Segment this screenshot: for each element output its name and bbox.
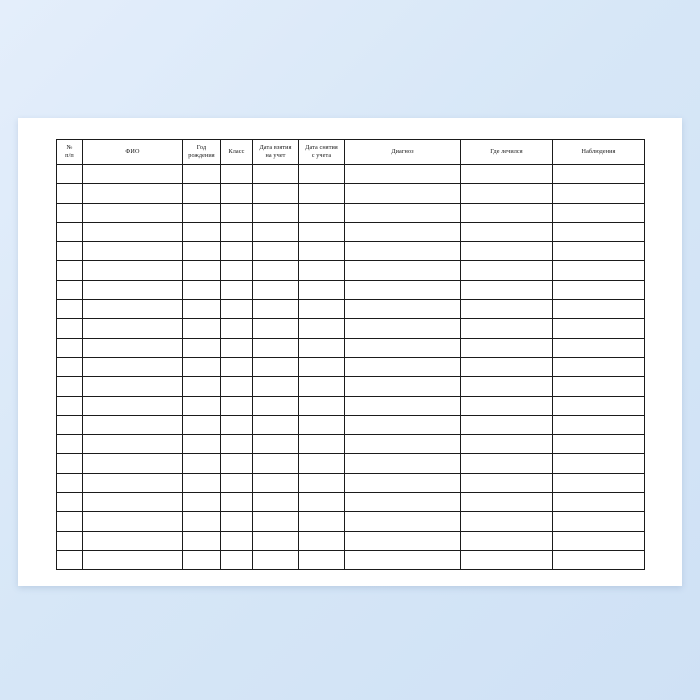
table-cell-notes[interactable]	[553, 184, 645, 203]
table-cell-year[interactable]	[183, 165, 221, 184]
table-cell-date_out[interactable]	[299, 377, 345, 396]
table-cell-date_in[interactable]	[253, 338, 299, 357]
table-row	[57, 319, 645, 338]
table-row	[57, 222, 645, 241]
column-header-number-line1: №	[66, 144, 73, 152]
table-cell-class[interactable]	[221, 280, 253, 299]
table-cell-treated[interactable]	[461, 377, 553, 396]
table-row	[57, 512, 645, 531]
table-cell-fio[interactable]	[83, 396, 183, 415]
table-cell-date_in[interactable]	[253, 473, 299, 492]
table-cell-treated[interactable]	[461, 280, 553, 299]
table-cell-treated[interactable]	[461, 531, 553, 550]
paper-sheet	[18, 118, 682, 586]
table-row	[57, 261, 645, 280]
table-cell-num[interactable]	[57, 473, 83, 492]
table-cell-year[interactable]	[183, 338, 221, 357]
column-header-date-removed-line2: с учета	[311, 152, 332, 159]
table-cell-treated[interactable]	[461, 300, 553, 319]
table-cell-diagnosis[interactable]	[345, 300, 461, 319]
table-cell-num[interactable]	[57, 319, 83, 338]
table-cell-year[interactable]	[183, 357, 221, 376]
table-cell-num[interactable]	[57, 242, 83, 261]
table-row	[57, 242, 645, 261]
table-cell-class[interactable]	[221, 396, 253, 415]
table-cell-diagnosis[interactable]	[345, 435, 461, 454]
table-cell-date_in[interactable]	[253, 357, 299, 376]
table-cell-date_in[interactable]	[253, 184, 299, 203]
table-cell-date_out[interactable]	[299, 319, 345, 338]
table-cell-notes[interactable]	[553, 473, 645, 492]
table-row	[57, 338, 645, 357]
table-row	[57, 473, 645, 492]
table-cell-class[interactable]	[221, 261, 253, 280]
table-cell-class[interactable]	[221, 222, 253, 241]
table-cell-fio[interactable]	[83, 300, 183, 319]
table-cell-date_in[interactable]	[253, 377, 299, 396]
table-cell-date_out[interactable]	[299, 222, 345, 241]
table-cell-class[interactable]	[221, 415, 253, 434]
table-cell-notes[interactable]	[553, 493, 645, 512]
column-header-treated-where	[461, 140, 553, 165]
table-cell-notes[interactable]	[553, 261, 645, 280]
table-cell-treated[interactable]	[461, 165, 553, 184]
table-cell-num[interactable]	[57, 357, 83, 376]
header-row	[57, 140, 645, 165]
table-cell-fio[interactable]	[83, 280, 183, 299]
table-cell-date_out[interactable]	[299, 261, 345, 280]
table-cell-fio[interactable]	[83, 377, 183, 396]
column-header-date-registered-line2: на учет	[265, 152, 286, 159]
table-cell-fio[interactable]	[83, 338, 183, 357]
table-cell-date_in[interactable]	[253, 415, 299, 434]
table-cell-class[interactable]	[221, 300, 253, 319]
table-cell-date_in[interactable]	[253, 319, 299, 338]
table-cell-treated[interactable]	[461, 261, 553, 280]
table-cell-date_out[interactable]	[299, 300, 345, 319]
table-cell-date_out[interactable]	[299, 531, 345, 550]
column-header-date-removed-line1: Дата снятия	[305, 144, 338, 152]
table-cell-date_out[interactable]	[299, 280, 345, 299]
table-cell-fio[interactable]	[83, 165, 183, 184]
table-cell-fio[interactable]	[83, 203, 183, 222]
table-row	[57, 280, 645, 299]
table-cell-diagnosis[interactable]	[345, 184, 461, 203]
table-cell-year[interactable]	[183, 184, 221, 203]
table-cell-date_in[interactable]	[253, 531, 299, 550]
table-row	[57, 415, 645, 434]
table-cell-diagnosis[interactable]	[345, 550, 461, 569]
table-cell-year[interactable]	[183, 222, 221, 241]
table-row	[57, 531, 645, 550]
column-header-number-line2: п/п	[65, 152, 74, 159]
table-cell-year[interactable]	[183, 550, 221, 569]
table-row	[57, 550, 645, 569]
column-header-class-line1: Класс	[228, 148, 245, 156]
table-cell-date_out[interactable]	[299, 242, 345, 261]
table-cell-date_out[interactable]	[299, 396, 345, 415]
table-cell-treated[interactable]	[461, 203, 553, 222]
table-cell-class[interactable]	[221, 357, 253, 376]
table-cell-treated[interactable]	[461, 493, 553, 512]
table-cell-fio[interactable]	[83, 319, 183, 338]
table-cell-treated[interactable]	[461, 435, 553, 454]
table-cell-fio[interactable]	[83, 261, 183, 280]
table-cell-fio[interactable]	[83, 512, 183, 531]
table-cell-fio[interactable]	[83, 454, 183, 473]
table-cell-date_in[interactable]	[253, 435, 299, 454]
table-cell-diagnosis[interactable]	[345, 454, 461, 473]
column-header-birth-year	[183, 140, 221, 165]
table-cell-class[interactable]	[221, 165, 253, 184]
table-cell-notes[interactable]	[553, 396, 645, 415]
column-header-observations	[553, 140, 645, 165]
table-cell-notes[interactable]	[553, 435, 645, 454]
table-cell-diagnosis[interactable]	[345, 319, 461, 338]
table-cell-date_in[interactable]	[253, 261, 299, 280]
table-cell-fio[interactable]	[83, 184, 183, 203]
table-cell-num[interactable]	[57, 493, 83, 512]
table-cell-diagnosis[interactable]	[345, 165, 461, 184]
table-cell-num[interactable]	[57, 377, 83, 396]
table-cell-fio[interactable]	[83, 435, 183, 454]
table-row	[57, 184, 645, 203]
table-cell-num[interactable]	[57, 454, 83, 473]
column-header-date-removed	[299, 140, 345, 165]
table-cell-date_in[interactable]	[253, 396, 299, 415]
table-cell-date_out[interactable]	[299, 435, 345, 454]
table-cell-date_out[interactable]	[299, 165, 345, 184]
table-cell-diagnosis[interactable]	[345, 512, 461, 531]
table-cell-notes[interactable]	[553, 415, 645, 434]
table-cell-class[interactable]	[221, 531, 253, 550]
table-cell-date_in[interactable]	[253, 222, 299, 241]
table-cell-diagnosis[interactable]	[345, 493, 461, 512]
table-cell-year[interactable]	[183, 377, 221, 396]
table-cell-year[interactable]	[183, 261, 221, 280]
table-header	[57, 140, 645, 165]
table-cell-diagnosis[interactable]	[345, 396, 461, 415]
table-cell-class[interactable]	[221, 338, 253, 357]
table-cell-class[interactable]	[221, 512, 253, 531]
table-cell-treated[interactable]	[461, 222, 553, 241]
table-cell-notes[interactable]	[553, 319, 645, 338]
table-cell-class[interactable]	[221, 454, 253, 473]
table-cell-date_out[interactable]	[299, 473, 345, 492]
column-header-diagnosis-line1: Диагноз	[391, 148, 414, 156]
table-cell-notes[interactable]	[553, 357, 645, 376]
table-cell-notes[interactable]	[553, 222, 645, 241]
table-cell-num[interactable]	[57, 280, 83, 299]
table-cell-fio[interactable]	[83, 550, 183, 569]
table-cell-notes[interactable]	[553, 300, 645, 319]
table-cell-year[interactable]	[183, 493, 221, 512]
column-header-date-registered	[253, 140, 299, 165]
table-cell-date_out[interactable]	[299, 493, 345, 512]
table-cell-treated[interactable]	[461, 184, 553, 203]
table-cell-notes[interactable]	[553, 280, 645, 299]
table-cell-date_in[interactable]	[253, 203, 299, 222]
table-cell-year[interactable]	[183, 319, 221, 338]
table-row	[57, 203, 645, 222]
table-row	[57, 396, 645, 415]
column-header-fio-line1: ФИО	[125, 148, 140, 156]
table-cell-date_in[interactable]	[253, 512, 299, 531]
table-cell-fio[interactable]	[83, 357, 183, 376]
table-cell-diagnosis[interactable]	[345, 357, 461, 376]
table-cell-year[interactable]	[183, 203, 221, 222]
table-cell-treated[interactable]	[461, 512, 553, 531]
table-cell-diagnosis[interactable]	[345, 338, 461, 357]
table-cell-year[interactable]	[183, 280, 221, 299]
table-cell-class[interactable]	[221, 242, 253, 261]
table-cell-num[interactable]	[57, 203, 83, 222]
table-cell-treated[interactable]	[461, 319, 553, 338]
table-cell-year[interactable]	[183, 512, 221, 531]
table-cell-notes[interactable]	[553, 338, 645, 357]
column-header-class	[221, 140, 253, 165]
table-cell-date_out[interactable]	[299, 415, 345, 434]
table-cell-class[interactable]	[221, 319, 253, 338]
table-cell-diagnosis[interactable]	[345, 242, 461, 261]
table-row	[57, 435, 645, 454]
table-cell-class[interactable]	[221, 493, 253, 512]
table-cell-date_out[interactable]	[299, 512, 345, 531]
table-cell-fio[interactable]	[83, 493, 183, 512]
table-cell-diagnosis[interactable]	[345, 473, 461, 492]
table-cell-date_in[interactable]	[253, 165, 299, 184]
table-cell-num[interactable]	[57, 512, 83, 531]
table-row	[57, 493, 645, 512]
table-cell-treated[interactable]	[461, 550, 553, 569]
table-cell-treated[interactable]	[461, 357, 553, 376]
column-header-birth-year-line2: рождения	[188, 152, 215, 159]
column-header-fio	[83, 140, 183, 165]
table-cell-class[interactable]	[221, 203, 253, 222]
table-row	[57, 165, 645, 184]
table-cell-date_out[interactable]	[299, 550, 345, 569]
table-cell-fio[interactable]	[83, 415, 183, 434]
table-cell-date_in[interactable]	[253, 300, 299, 319]
table-cell-num[interactable]	[57, 531, 83, 550]
table-cell-notes[interactable]	[553, 165, 645, 184]
table-cell-date_in[interactable]	[253, 493, 299, 512]
table-cell-treated[interactable]	[461, 338, 553, 357]
table-cell-year[interactable]	[183, 300, 221, 319]
table-cell-notes[interactable]	[553, 242, 645, 261]
table-cell-date_in[interactable]	[253, 242, 299, 261]
table-cell-date_out[interactable]	[299, 357, 345, 376]
table-cell-date_in[interactable]	[253, 550, 299, 569]
column-header-diagnosis	[345, 140, 461, 165]
table-cell-year[interactable]	[183, 415, 221, 434]
journal-table	[56, 139, 645, 570]
table-cell-date_in[interactable]	[253, 454, 299, 473]
table-cell-notes[interactable]	[553, 377, 645, 396]
table-cell-class[interactable]	[221, 473, 253, 492]
table-cell-treated[interactable]	[461, 415, 553, 434]
table-cell-num[interactable]	[57, 184, 83, 203]
table-cell-num[interactable]	[57, 415, 83, 434]
table-cell-date_out[interactable]	[299, 203, 345, 222]
table-cell-notes[interactable]	[553, 531, 645, 550]
table-cell-num[interactable]	[57, 300, 83, 319]
table-cell-class[interactable]	[221, 435, 253, 454]
table-row	[57, 300, 645, 319]
table-cell-treated[interactable]	[461, 473, 553, 492]
table-cell-class[interactable]	[221, 550, 253, 569]
table-row	[57, 377, 645, 396]
table-row	[57, 357, 645, 376]
table-cell-num[interactable]	[57, 165, 83, 184]
table-cell-fio[interactable]	[83, 242, 183, 261]
table-cell-date_in[interactable]	[253, 280, 299, 299]
table-cell-class[interactable]	[221, 184, 253, 203]
table-cell-year[interactable]	[183, 454, 221, 473]
table-cell-diagnosis[interactable]	[345, 377, 461, 396]
table-cell-fio[interactable]	[83, 473, 183, 492]
table-cell-fio[interactable]	[83, 531, 183, 550]
table-cell-num[interactable]	[57, 338, 83, 357]
table-cell-treated[interactable]	[461, 242, 553, 261]
table-cell-fio[interactable]	[83, 222, 183, 241]
table-cell-notes[interactable]	[553, 512, 645, 531]
table-cell-diagnosis[interactable]	[345, 415, 461, 434]
column-header-number	[57, 140, 83, 165]
table-cell-notes[interactable]	[553, 550, 645, 569]
table-row	[57, 454, 645, 473]
table-cell-treated[interactable]	[461, 396, 553, 415]
table-cell-year[interactable]	[183, 473, 221, 492]
table-cell-num[interactable]	[57, 261, 83, 280]
table-cell-date_out[interactable]	[299, 338, 345, 357]
table-cell-num[interactable]	[57, 435, 83, 454]
table-cell-notes[interactable]	[553, 454, 645, 473]
journal-table-container	[56, 139, 644, 570]
table-cell-date_out[interactable]	[299, 454, 345, 473]
table-cell-num[interactable]	[57, 222, 83, 241]
table-cell-class[interactable]	[221, 377, 253, 396]
table-cell-diagnosis[interactable]	[345, 261, 461, 280]
table-cell-diagnosis[interactable]	[345, 280, 461, 299]
table-cell-year[interactable]	[183, 435, 221, 454]
table-cell-num[interactable]	[57, 550, 83, 569]
table-cell-notes[interactable]	[553, 203, 645, 222]
table-body	[57, 165, 645, 570]
table-cell-treated[interactable]	[461, 454, 553, 473]
column-header-date-registered-line1: Дата взятия	[259, 144, 292, 152]
table-cell-year[interactable]	[183, 242, 221, 261]
column-header-observations-line1: Наблюдения	[581, 148, 616, 156]
column-header-birth-year-line1: Год	[196, 144, 207, 152]
table-cell-year[interactable]	[183, 396, 221, 415]
table-cell-diagnosis[interactable]	[345, 531, 461, 550]
column-header-treated-where-line1: Где лечился	[490, 148, 523, 156]
table-cell-num[interactable]	[57, 396, 83, 415]
table-cell-diagnosis[interactable]	[345, 203, 461, 222]
table-cell-date_out[interactable]	[299, 184, 345, 203]
table-cell-diagnosis[interactable]	[345, 222, 461, 241]
table-cell-year[interactable]	[183, 531, 221, 550]
